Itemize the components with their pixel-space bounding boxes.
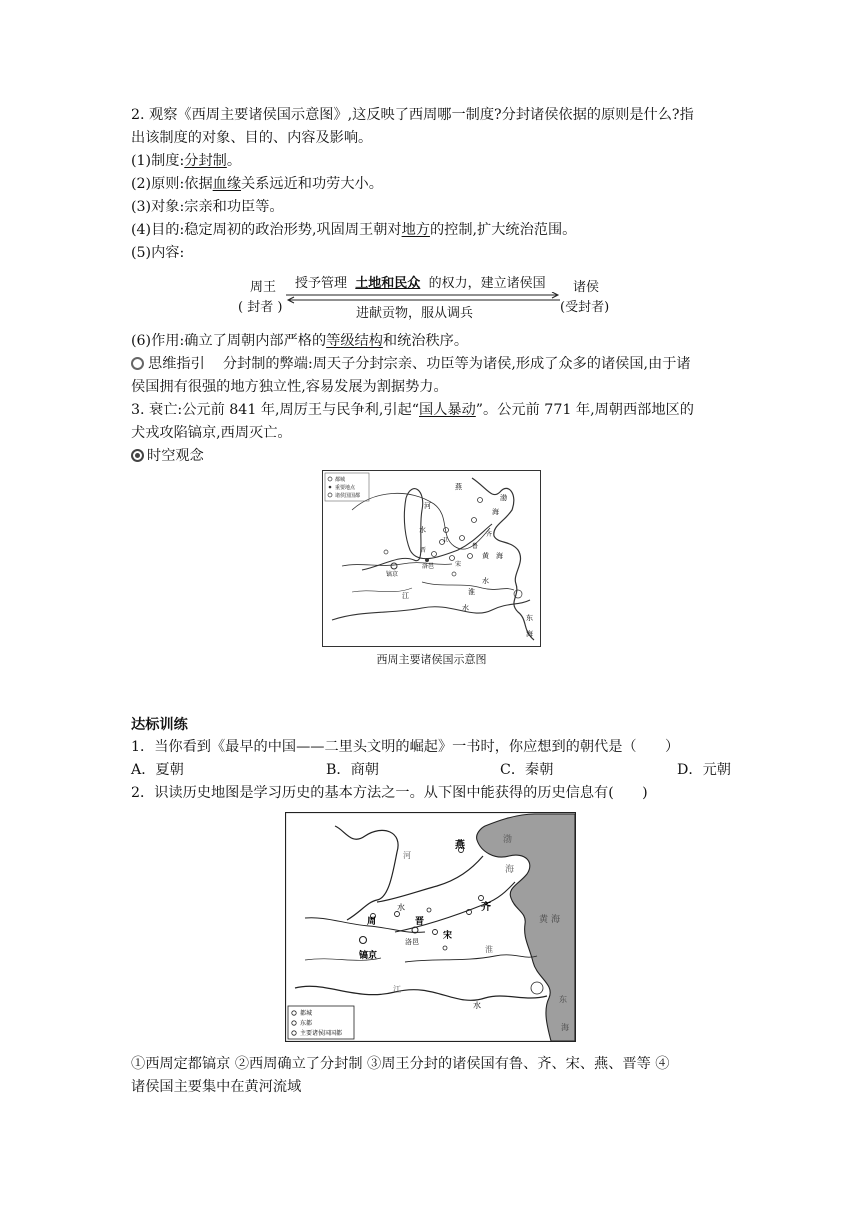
option-a[interactable]: A．夏朝 [131,762,184,778]
q2-point-3: (3)对象:宗亲和功臣等。 [131,199,284,215]
option-c[interactable]: C．秦朝 [500,762,554,778]
map1-label: 晋 [420,547,427,554]
map1-label: 齐 [486,531,493,538]
map2-label: 江 [393,985,401,994]
map2-label: 燕 [455,840,465,851]
practice-q1: 1．当你看到《最早的中国——二里头文明的崛起》一书时，你应想到的朝代是（ ） [131,739,680,755]
map2-label: 水 [397,903,405,912]
map1-legend-item: 重要地点 [335,485,356,491]
spacetime-heading: 时空观念 [131,445,204,467]
practice-q2-items-2: 诸侯国主要集中在黄河流域 [131,1079,302,1095]
map1-label: 水 [419,526,426,534]
q3-line-2: 犬戎攻陷镐京,西周灭亡。 [131,425,292,441]
map2-legend-item: 主要诸侯国国都 [300,1030,343,1037]
map2-label: 淮 [485,945,493,954]
answer-fill: 地方 [401,222,430,238]
western-zhou-map-2 [285,812,576,1042]
map2-label: 周 [367,917,377,927]
map1-label: 水 [482,577,489,585]
q2-point-1: (1)制度:分封制。 [131,153,242,169]
map1-label: 燕 [455,483,462,491]
option-b[interactable]: B．商朝 [326,762,379,778]
diagram-vassal: 诸侯 [573,280,600,295]
map1-label: 洛邑 [422,563,435,570]
map2-label: 河 [403,851,411,860]
map1-caption: 西周主要诸侯国示意图 [376,653,487,666]
map2-label: 海 [561,1023,569,1032]
map1-label: 宋 [455,561,462,568]
map2-label: 东 [559,995,567,1004]
map1-label: 海 [492,508,499,516]
map1-label: 海 [526,630,533,638]
think-guide-line-1: 思维指引 分封制的弊端:周天子分封宗亲、功臣等为诸侯,形成了众多的诸侯国,由于诸 [131,353,691,375]
map2-label: 渤 [503,835,513,845]
q3-line-1: 3. 衰亡:公元前 841 年,周厉王与民争利,引起“国人暴动”。公元前 771 年,周朝西部地区的 [131,402,694,418]
map2-label: 海 [551,915,561,925]
map1-legend-item: 都城 [335,477,346,483]
answer-fill: 等级结构 [326,333,383,349]
q2-point-2: (2)原则:依据血缘关系远近和功劳大小。 [131,176,383,192]
map1-label: 黄 [482,552,489,560]
diagram-bottom-text: 进献贡物，服从调兵 [356,306,474,321]
think-guide-line-2: 侯国拥有很强的地方独立性,容易发展为割据势力。 [131,379,448,395]
map1-label: 东 [526,614,533,622]
map1-legend-item: 诸侯国国都 [335,493,361,499]
map1-label: 鲁 [472,543,479,550]
map2-legend-item: 都城 [300,1010,313,1017]
map2-label: 齐 [481,902,491,913]
diagram-top-text: 授予管理 土地和民众 的权力，建立诸侯国 [295,276,546,291]
map2-label: 黄 [539,915,549,925]
practice-q2: 2．识读历史地图是学习历史的基本方法之一。从下图中能获得的历史信息有( ) [131,785,648,801]
bullet-icon [131,449,144,462]
map2-label: 水 [473,1001,481,1010]
practice-q2-items-1: ①西周定都镐京 ②西周确立了分封制 ③周王分封的诸侯国有鲁、齐、宋、燕、晋等 ④ [131,1056,670,1072]
q2-point-4: (4)目的:稳定周初的政治形势,巩固周王朝对地方的控制,扩大统治范围。 [131,222,577,238]
map2-legend-item: 东都 [300,1020,313,1027]
refresh-icon [131,357,144,370]
map1-label: 水 [462,604,469,612]
answer-fill: 国人暴动 [419,402,476,418]
map1-label: 渤 [500,494,507,502]
map1-label: 江 [402,592,409,600]
map1-label: 海 [496,552,503,560]
answer-fill: 分封制 [184,153,227,169]
map2-label: 晋 [415,917,425,927]
map1-label: 河 [424,502,431,510]
practice-heading: 达标训练 [131,717,188,733]
western-zhou-map-1 [322,470,541,647]
feudal-diagram [238,268,618,322]
map1-label: 淮 [468,588,475,596]
map2-label: 海 [505,865,515,875]
answer-fill: 血缘 [212,176,242,192]
diagram-king-role: ( 封者 ) [238,300,283,315]
q2-line-2: 出该制度的对象、目的、内容及影响。 [131,130,373,146]
map2-label: 镐京 [359,951,378,961]
map2-label: 宋 [443,931,453,941]
q2-point-6: (6)作用:确立了周朝内部严格的等级结构和统治秩序。 [131,333,469,349]
diagram-vassal-role: (受封者) [560,300,610,315]
q2-line-1: 2. 观察《西周主要诸侯国示意图》,这反映了西周哪一制度?分封诸侯依据的原则是什么?指 [131,107,694,123]
map1-label: 卫 [442,537,449,544]
map1-label: 镐京 [386,571,399,578]
map2-label: 洛邑 [405,938,419,946]
diagram-king: 周王 [250,280,277,295]
option-d[interactable]: D．元朝 [677,762,731,778]
q2-point-5: (5)内容: [131,245,185,261]
